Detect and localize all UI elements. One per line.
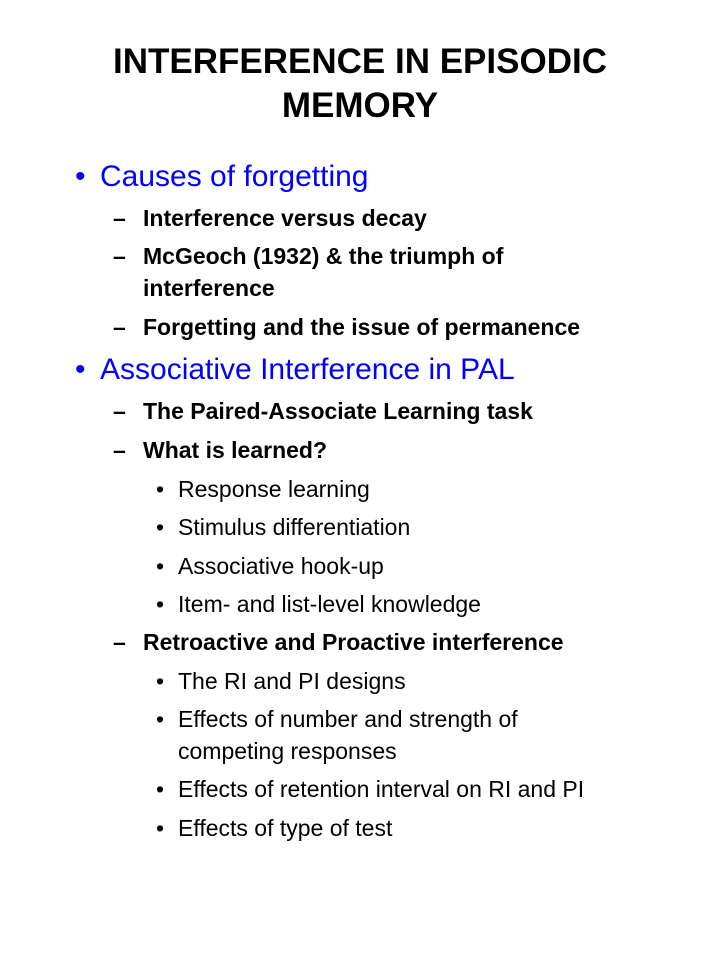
bullet-marker: •	[156, 514, 165, 540]
sub-list-item-text: Effects of retention interval on RI and PI	[178, 776, 585, 802]
dash-marker: –	[113, 243, 126, 269]
bullet-marker: •	[75, 353, 86, 386]
sub-list-item-text: Effects of type of test	[178, 815, 393, 841]
slide-title	[0, 40, 720, 128]
list-item-text: Forgetting and the issue of permanence	[143, 314, 581, 340]
bullet-marker: •	[156, 706, 165, 732]
bullet-marker: •	[156, 476, 165, 502]
sub-list-item-text: Effects of number and strength of	[178, 706, 518, 732]
list-item-text: Interference versus decay	[143, 205, 427, 231]
sub-list-item-text: Associative hook-up	[178, 553, 384, 579]
sub-list-item-text: Response learning	[178, 476, 370, 502]
sub-list-item-text: Item- and list-level knowledge	[178, 591, 481, 617]
section-heading-text: Causes of forgetting	[100, 160, 369, 193]
bullet-marker: •	[75, 160, 86, 193]
bullet-marker: •	[156, 668, 165, 694]
bullet-marker: •	[156, 776, 165, 802]
list-item-text: interference	[143, 275, 275, 301]
list-item-text: What is learned?	[143, 437, 328, 463]
bullet-marker: •	[156, 815, 165, 841]
bullet-marker: •	[156, 591, 165, 617]
sub-list-item-text: Stimulus differentiation	[178, 514, 411, 540]
dash-marker: –	[113, 629, 126, 655]
list-item-text: Retroactive and Proactive interference	[143, 629, 564, 655]
bullet-marker: •	[156, 553, 165, 579]
slide-title-line-1: INTERFERENCE IN EPISODIC	[113, 42, 607, 81]
dash-marker: –	[113, 398, 126, 424]
sub-list-item-text: competing responses	[178, 738, 397, 764]
list-item-text: The Paired-Associate Learning task	[143, 398, 533, 424]
sub-list-item-text: The RI and PI designs	[178, 668, 406, 694]
dash-marker: –	[113, 205, 126, 231]
dash-marker: –	[113, 314, 126, 340]
list-item-text: McGeoch (1932) & the triumph of	[143, 243, 504, 269]
section-heading-text: Associative Interference in PAL	[100, 353, 515, 386]
dash-marker: –	[113, 437, 126, 463]
slide-title-line-2: MEMORY	[281, 86, 439, 125]
